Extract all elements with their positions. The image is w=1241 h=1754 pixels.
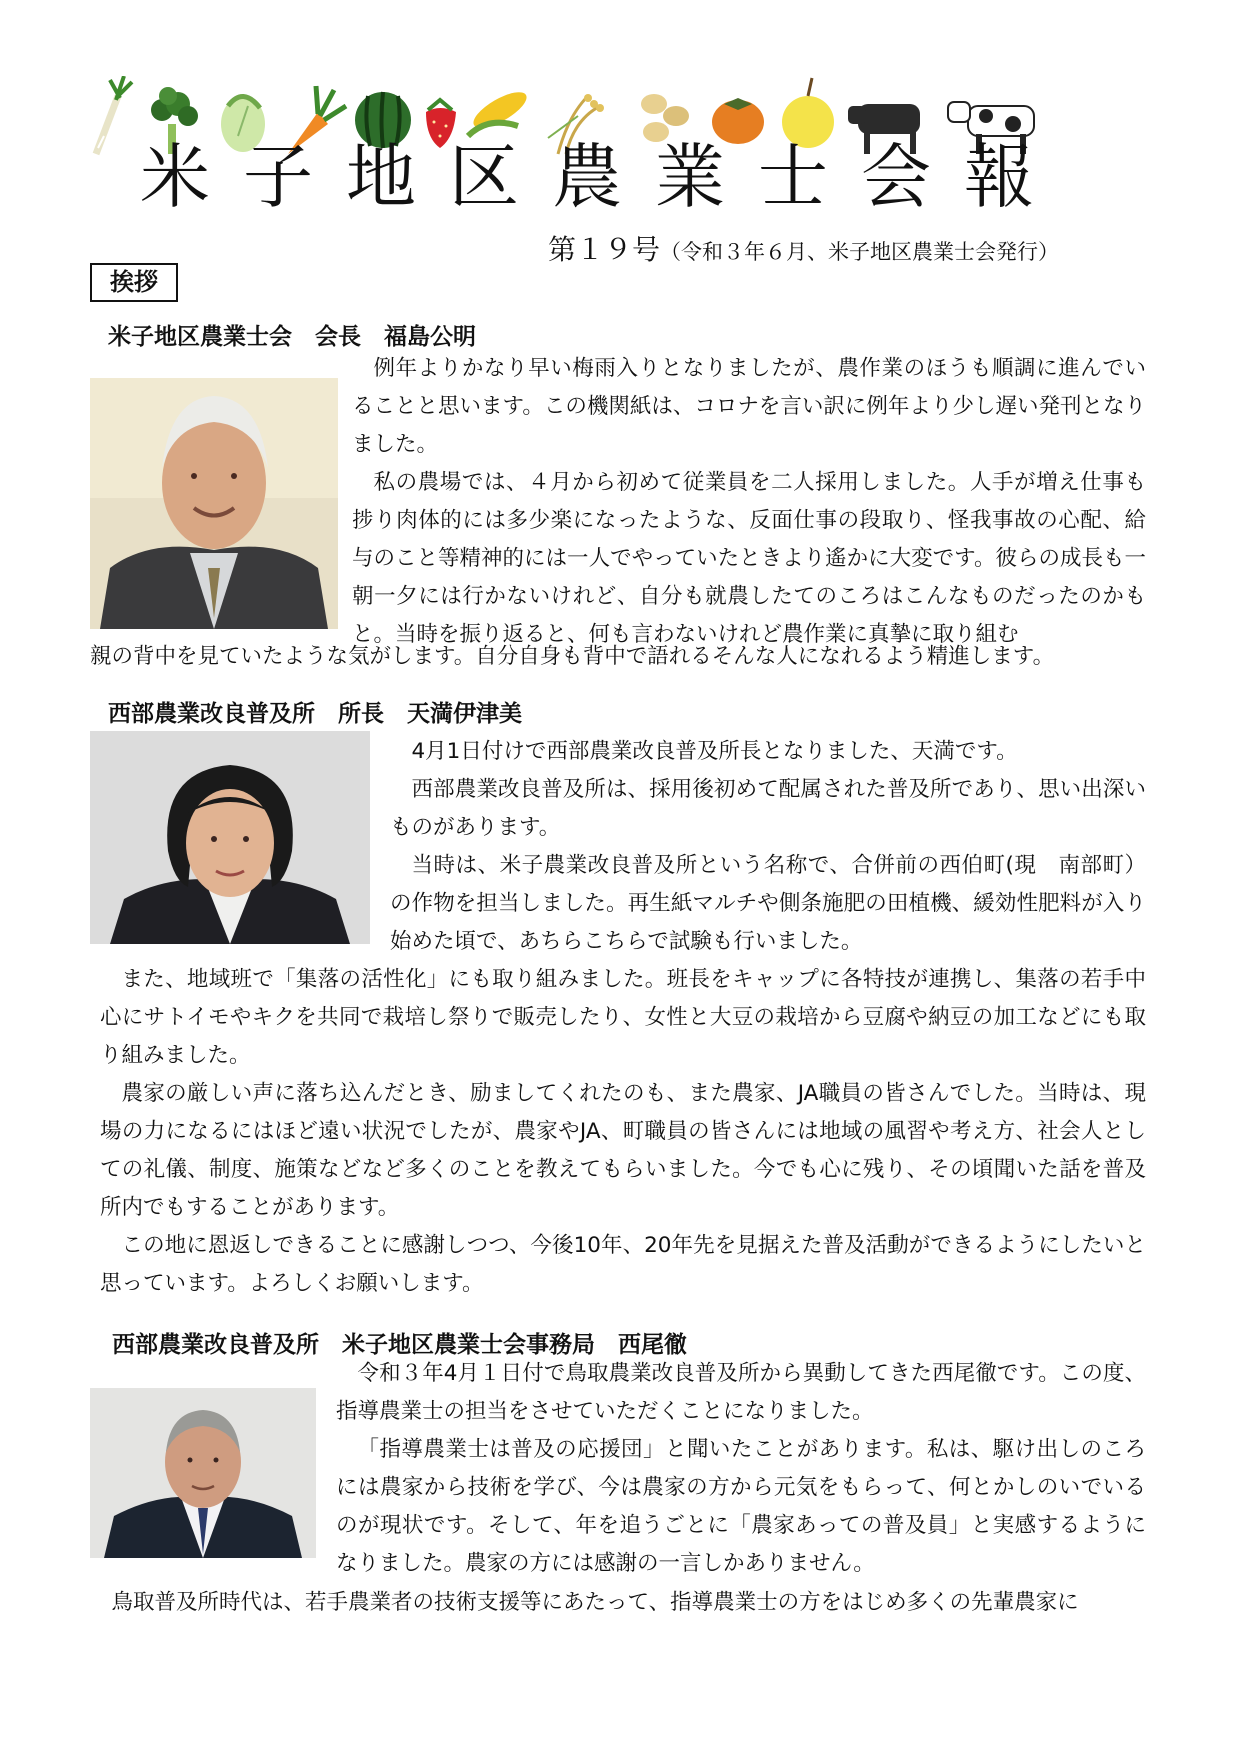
article-1-body-wrapped [352, 350, 1146, 654]
issue-info [548, 228, 1059, 268]
section-label: 挨拶 [90, 263, 178, 302]
article-2-body-wrapped [390, 733, 1146, 961]
article-2-paragraph: 農家の厳しい声に落ち込んだとき、励ましてくれたのも、また農家、JA職員の皆さんでした。当時は、現場の力になるにはほど遠い状況でしたが、農家やJA、町職員の皆さんには地域の風習や考え方、社会人としての礼儀、制度、施策などなど多くのことを教えてもらいました。今でも心に残り、その頃聞いた話を普及所内でもすることがあります。 [100, 1081, 1146, 1220]
article-2-paragraph: 当時は、米子農業改良普及所という名称で、合併前の西伯町(現 南部町）の作物を担当しました。再生紙マルチや側条施肥の田植機、緩効性肥料が入り始めた頃で、あちらこちらで試験も行いました。 [390, 853, 1146, 954]
issue-meta: （令和３年６月、米子地区農業士会発行） [660, 240, 1060, 264]
photo-secretariat [90, 1388, 316, 1558]
article-2-heading: 西部農業改良普及所 所長 天満伊津美 [108, 701, 522, 727]
article-3-paragraph: 鳥取普及所時代は、若手農業者の技術支援等にあたって、指導農業士の方をはじめ多くの先輩農家に [111, 1590, 1079, 1615]
article-1-paragraph: 私の農場では、４月から初めて従業員を二人採用しました。人手が増え仕事も捗り肉体的には多少楽になったような、反面仕事の段取り、怪我事故の心配、給与のこと等精神的には一人でやっていたときより遙かに大変です。彼らの成長も一朝一夕には行かないけれど、自分も就農したてのころはこんなものだったのかもと。当時を振り返ると、何も言わないけれど農作業に真摯に取り組む [352, 470, 1146, 647]
article-2-body-full [100, 961, 1146, 1303]
leek-icon [96, 76, 132, 154]
article-1-body-full [90, 638, 1146, 676]
article-3-paragraph: 令和３年4月１日付で鳥取農業改良普及所から異動してきた西尾徹です。この度、指導農業士の担当をさせていただくことになりました。 [336, 1361, 1146, 1424]
article-2-paragraph: この地に恩返しできることに感謝しつつ、今後10年、20年先を見据えた普及活動ができるようにしたいと思っています。よろしくお願いします。 [100, 1233, 1146, 1296]
article-1-paragraph-cont: 親の背中を見ていたような気がします。自分自身も背中で語れるそんな人になれるよう精進します。 [90, 644, 1055, 669]
issue-number: 第１９号 [548, 233, 661, 266]
article-2-paragraph: また、地域班で「集落の活性化」にも取り組みました。班長をキャップに各特技が連携し、集落の若手中心にサトイモやキクを共同で栽培し祭りで販売したり、女性と大豆の栽培から豆腐や納豆の加工などにも取り組みました。 [100, 967, 1146, 1068]
photo-chairman [90, 378, 338, 629]
article-3-body-wrapped [336, 1355, 1146, 1583]
article-3-body-full [90, 1584, 1146, 1622]
article-1-paragraph: 例年よりかなり早い梅雨入りとなりましたが、農作業のほうも順調に進んでいることと思います。この機関紙は、コロナを言い訳に例年より少し遅い発刊となりました。 [352, 356, 1146, 457]
article-3-heading: 西部農業改良普及所 米子地区農業士会事務局 西尾徹 [112, 1332, 687, 1358]
photo-director [90, 731, 370, 944]
masthead-title: 米子地区農業士会報 [140, 136, 1067, 218]
article-3-paragraph: 「指導農業士は普及の応援団」と聞いたことがあります。私は、駆け出しのころには農家から技術を学び、今は農家の方から元気をもらって、何とかしのいでいるのが現状です。そして、年を追うごとに「農家あっての普及員」と実感するようになりました。農家の方には感謝の一言しかありません。 [336, 1437, 1146, 1576]
corn-icon [468, 85, 531, 136]
article-2-paragraph: 4月1日付けで西部農業改良普及所長となりました、天満です。 [411, 739, 1018, 764]
article-2-paragraph: 西部農業改良普及所は、採用後初めて配属された普及所であり、思い出深いものがあります。 [390, 777, 1146, 840]
article-1-heading: 米子地区農業士会 会長 福島公明 [108, 324, 476, 350]
